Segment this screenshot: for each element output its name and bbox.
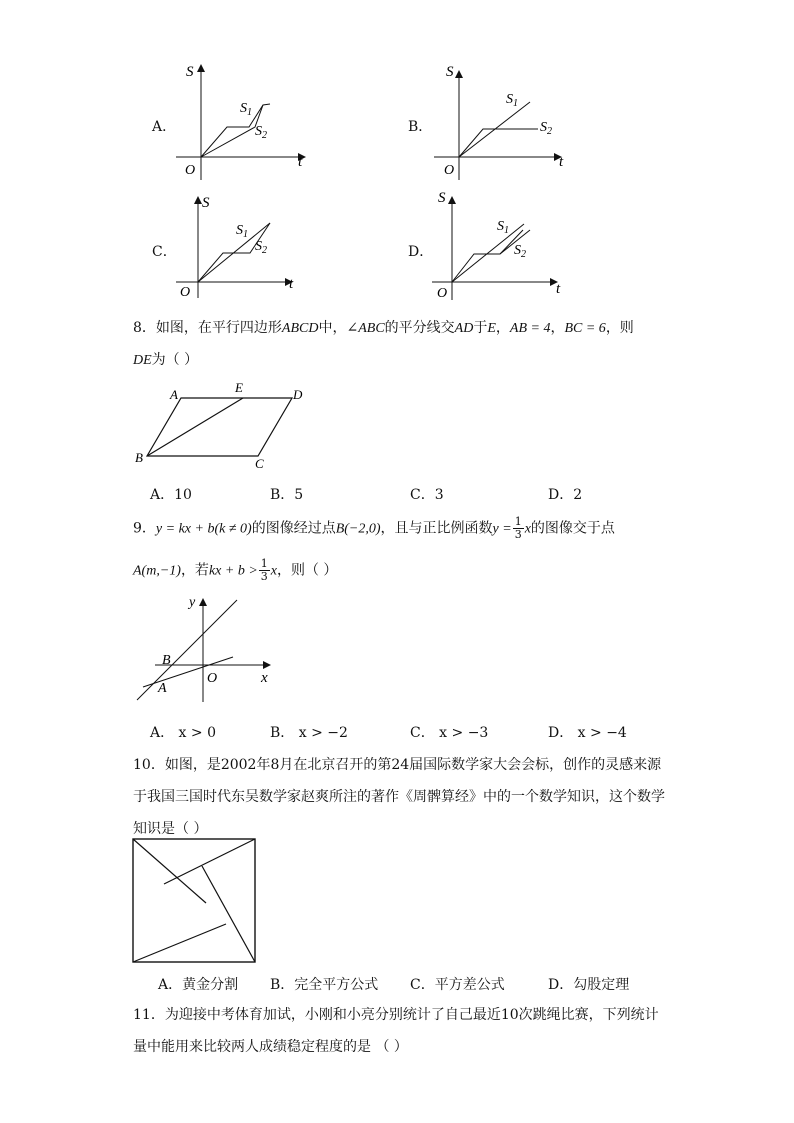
y-axis-arrow-icon (199, 598, 207, 606)
point-b-label: B (162, 653, 171, 668)
q7-graph-a (170, 56, 320, 186)
s-axis-arrow-icon (194, 196, 202, 204)
fraction-one-third: $\frac{1}{3}$ (260, 557, 268, 583)
point-a-label: A (158, 681, 167, 696)
q8-option-a[interactable]: A．10 (150, 487, 192, 503)
q11-question-text-line2: 量中能用来比较两人成绩稳定程度的是 （ ） (133, 1039, 408, 1055)
s-axis-arrow-icon (455, 70, 463, 78)
q7-option-a-label: A． (152, 119, 177, 135)
triangle-side-3 (202, 866, 255, 962)
triangle-side-2 (164, 839, 255, 884)
axis-s-label: S (438, 190, 446, 206)
outer-square (133, 839, 255, 962)
q9-option-d[interactable]: D． x > −4 (548, 725, 627, 741)
bisector-be (147, 398, 243, 456)
q8-parallelogram-figure (130, 380, 330, 476)
s2-label: $S_2$ (255, 124, 267, 141)
q8-option-b[interactable]: B．5 (270, 487, 304, 503)
fraction-one-third: $\frac{1}{3}$ (514, 515, 522, 541)
x-axis-label: x (261, 670, 268, 686)
q9-function-graph (135, 590, 285, 710)
s2-label: $S_2$ (255, 239, 267, 256)
q11-question-text-line1: 11．为迎接中考体育加试，小刚和小亮分别统计了自己最近10次跳绳比赛，下列统计 (133, 1007, 659, 1023)
line-y-one-third-x (143, 657, 233, 687)
axis-s-label: S (186, 64, 194, 80)
q8-option-c[interactable]: C．3 (410, 487, 444, 503)
q10-option-d[interactable]: D．勾股定理 (548, 977, 630, 993)
y-axis-label: y (189, 595, 196, 610)
q7-option-c-label: C． (152, 244, 177, 260)
origin-label: O (185, 163, 196, 178)
q8-question-text-line2: DE为（ ） (133, 352, 199, 368)
q9-question-text: 9．y = kx + b(k ≠ 0)的图像经过点B(−2,0)，且与正比例函数y = $\frac{1}{3}$ x的图像交于点 (133, 515, 615, 541)
s1-label: $S_1$ (506, 92, 518, 109)
line-y-kx-b (137, 600, 237, 700)
q8-question-text: 8．如图，在平行四边形ABCD中，∠ABC的平分线交AD于E，AB = 4，BC = 6，则 (133, 320, 634, 336)
axis-t-label: t (559, 154, 564, 170)
q10-option-a[interactable]: A．黄金分割 (158, 977, 239, 993)
vertex-a-label: A (170, 387, 178, 402)
q10-option-c[interactable]: C．平方差公式 (410, 977, 505, 993)
s2-graph (452, 230, 523, 282)
axis-t-label: t (298, 154, 303, 170)
origin-label: O (437, 286, 448, 301)
triangle-side-1 (133, 839, 206, 903)
q7-option-d-label: D． (408, 244, 434, 260)
q9-option-c[interactable]: C． x > −3 (410, 725, 489, 741)
axis-s-label: S (202, 195, 210, 211)
q9-option-a[interactable]: A． x > 0 (150, 725, 216, 741)
vertex-c-label: C (255, 456, 264, 471)
parallelogram-abcd (147, 398, 292, 456)
q10-question-text-line3: 知识是（ ） (133, 821, 208, 837)
origin-label: O (444, 163, 455, 178)
q10-option-b[interactable]: B．完全平方公式 (270, 977, 379, 993)
s1-label: $S_1$ (240, 101, 252, 118)
q7-graph-d (428, 186, 578, 302)
s1-label: $S_1$ (236, 223, 248, 240)
s2-label: $S_2$ (540, 120, 552, 137)
origin-label: O (207, 671, 218, 686)
q9-question-text-line2: A(m,−1)，若kx + b > $\frac{1}{3}$ x，则（ ） (133, 557, 338, 583)
s-axis-arrow-icon (448, 196, 456, 204)
s1-label: $S_1$ (497, 219, 509, 236)
q10-zhao-shuang-diagram (132, 838, 258, 964)
q9-option-b[interactable]: B． x > −2 (270, 725, 348, 741)
s2-graph (459, 129, 538, 157)
s2-label: $S_2$ (514, 243, 526, 260)
origin-label: O (180, 285, 191, 300)
s1-graph (201, 105, 263, 157)
vertex-b-label: B (135, 450, 143, 465)
axis-t-label: t (289, 276, 294, 292)
vertex-d-label: D (293, 387, 303, 402)
x-axis-arrow-icon (263, 661, 271, 669)
q10-question-text-line2: 于我国三国时代东吴数学家赵爽所注的著作《周髀算经》中的一个数学知识，这个数学 (133, 789, 665, 805)
axis-s-label: S (446, 64, 454, 80)
q7-graph-b (430, 56, 580, 186)
q10-question-text-line1: 10．如图，是2002年8月在北京召开的第24届国际数学家大会会标，创作的灵感来源 (133, 757, 662, 773)
q7-option-b-label: B． (408, 119, 433, 135)
s-axis-arrow-icon (197, 64, 205, 72)
q7-graph-c (170, 188, 320, 300)
vertex-e-label: E (235, 380, 243, 395)
q8-option-d[interactable]: D．2 (548, 487, 583, 503)
axis-t-label: t (556, 281, 561, 297)
triangle-side-4 (133, 924, 226, 962)
